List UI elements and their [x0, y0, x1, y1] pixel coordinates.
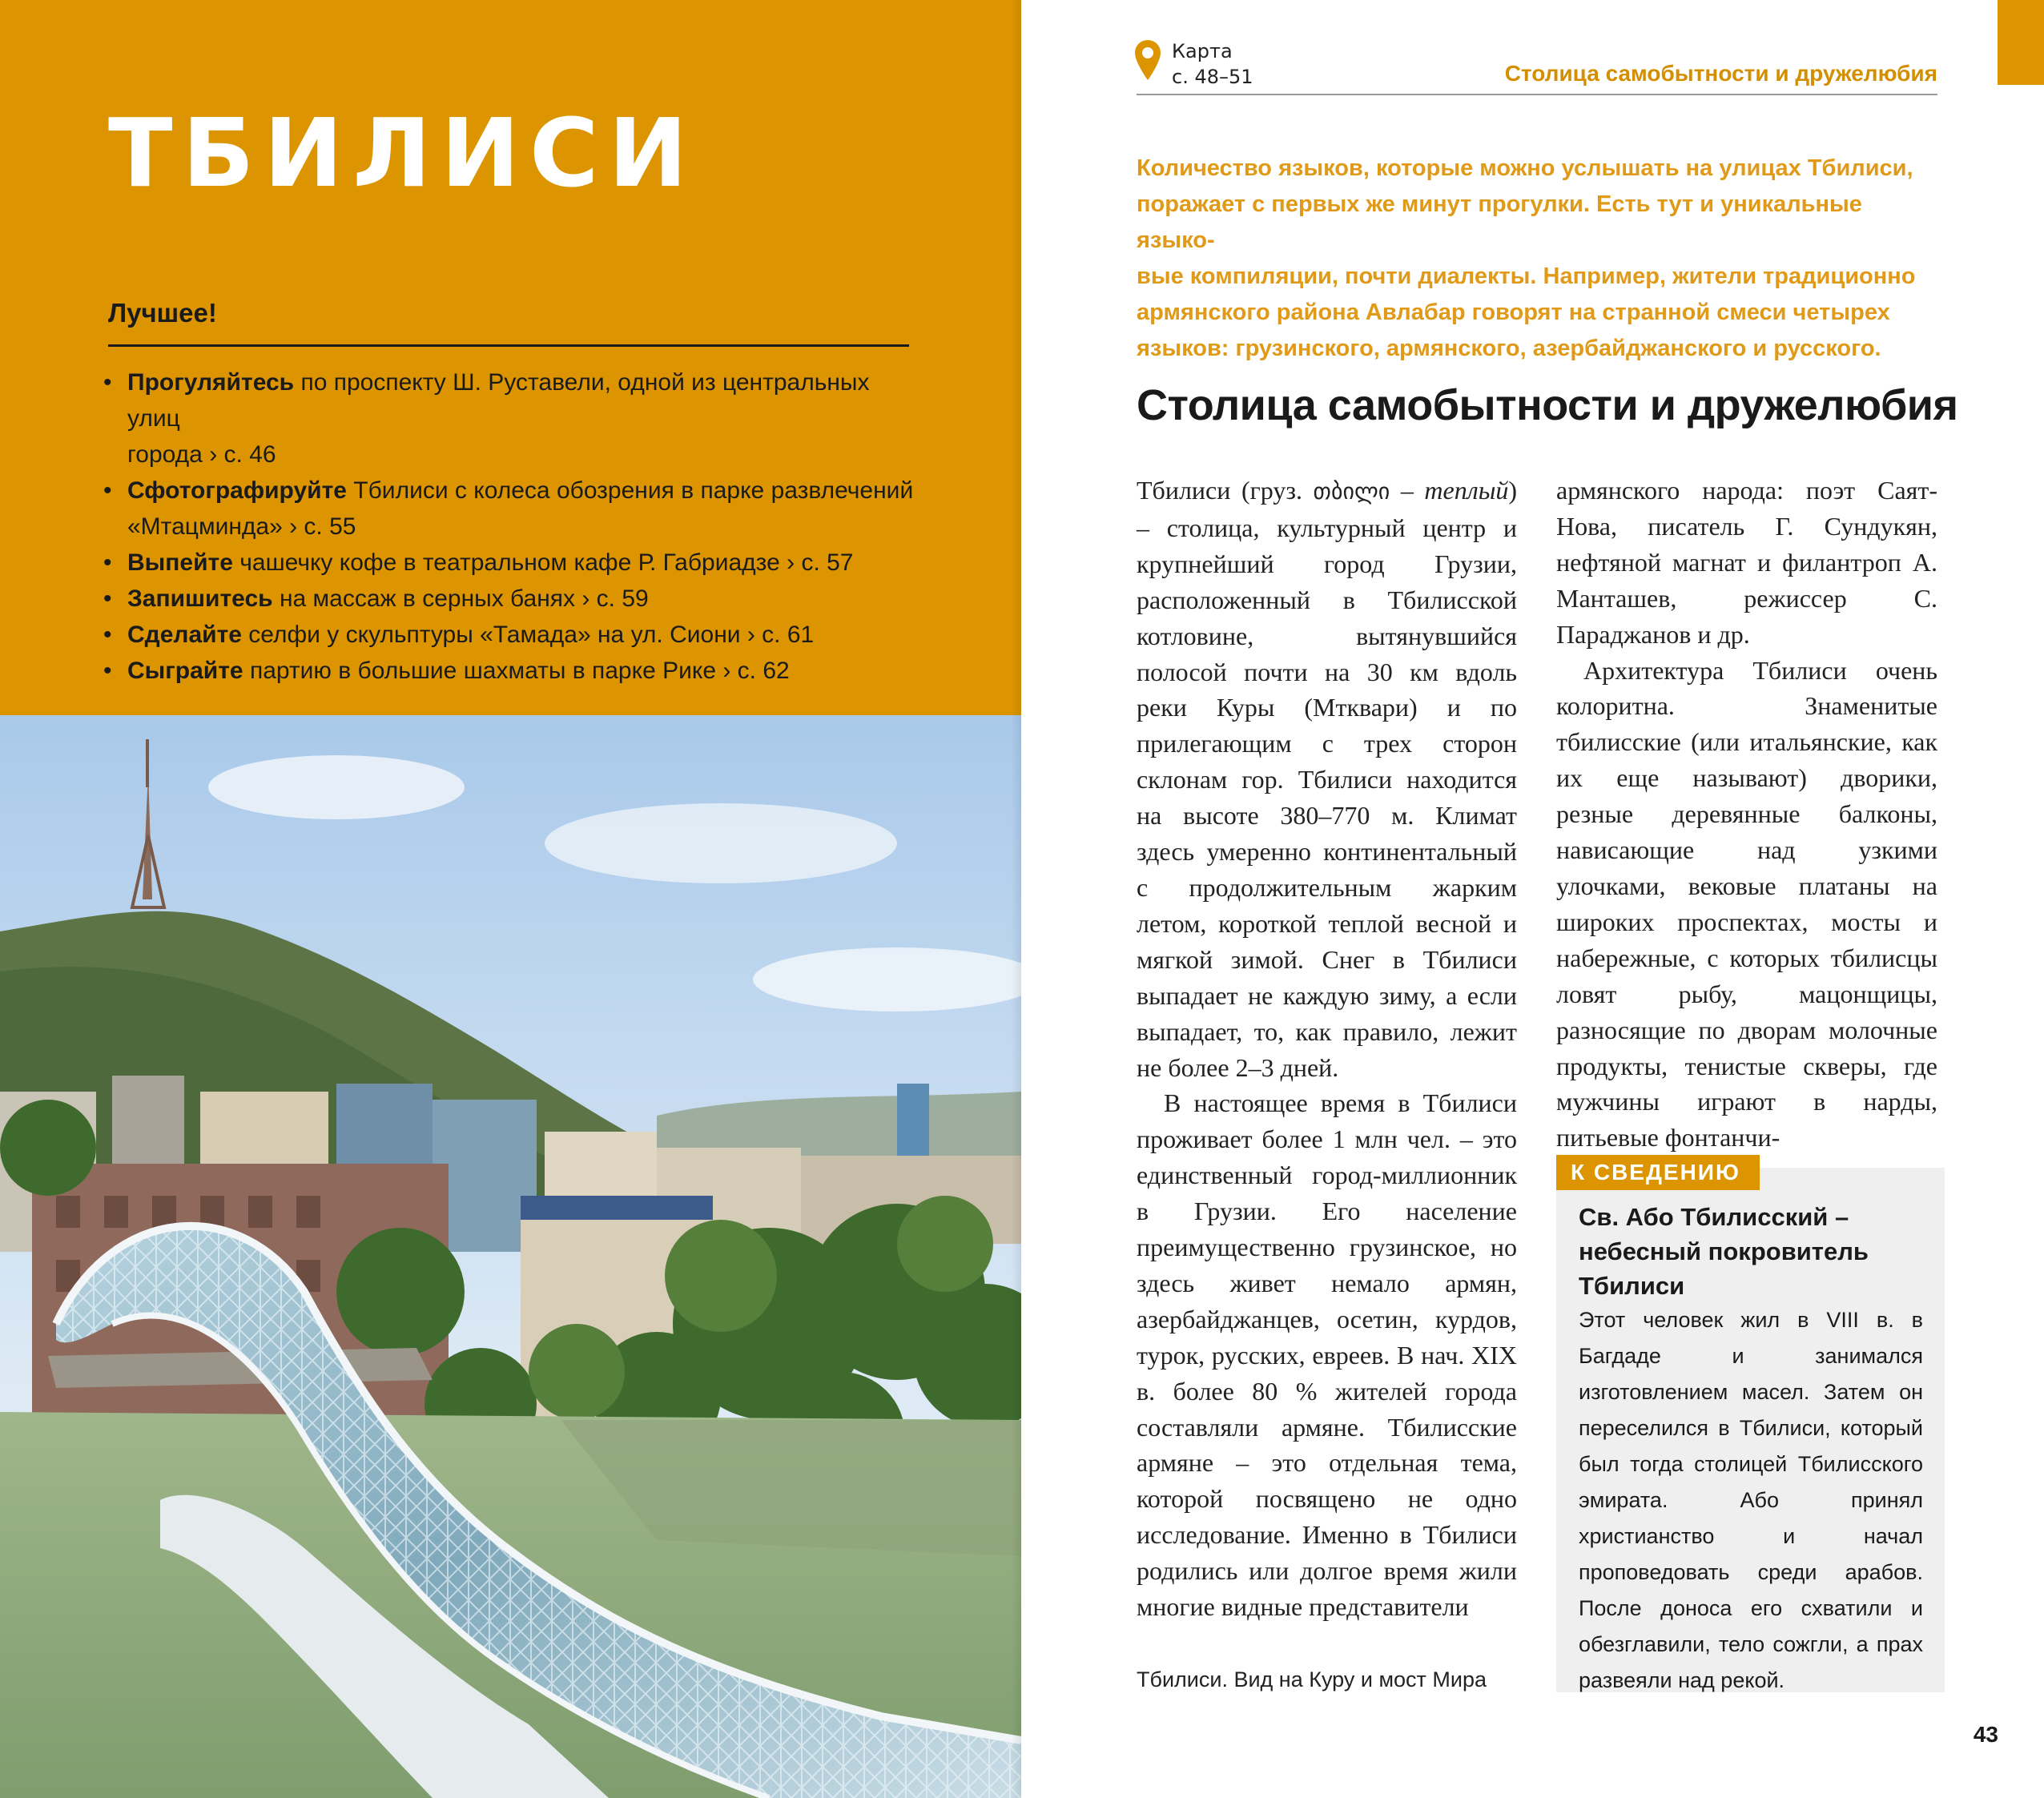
section-tab — [1998, 0, 2044, 85]
best-item-verb: Прогуляйтесь — [127, 369, 295, 396]
best-item — [100, 653, 925, 689]
best-item — [100, 617, 925, 653]
map-reference-text — [1172, 38, 1253, 90]
page-number: 43 — [1973, 1722, 1998, 1747]
best-item-text: на массаж в серных банях › с. 59 — [272, 585, 649, 612]
bullet: • — [103, 621, 112, 648]
best-item-text: партию в большие шахматы в парке Рике › с. 62 — [243, 658, 790, 684]
info-box — [1556, 1160, 1945, 1692]
best-item-text: города › с. 46 — [127, 441, 276, 468]
best-item-verb: Сфотографируйте — [127, 477, 347, 504]
text-column-2 — [1556, 473, 1937, 1156]
best-item — [100, 364, 925, 473]
lead-paragraph — [1137, 151, 1945, 367]
best-heading: Лучшее! — [108, 298, 217, 328]
text-run: ) – столица, культурный центр и крупнейший город Грузии, расположенный в Тбилисской котловине, вытянувшийся полосой почти на 30 км вдоль реки Куры (Мтквари) и по прилегающим с трех сторон склонам гор. Тбилиси находится на высоте 380–770 м. Климат здесь умеренно континентальный с продолжительным жарким летом, короткой теплой весной и мягкой зимой. Снег в Тбилиси выпадает не каждую зиму, а если выпадает, то, как правило, лежит не более 2–3 дней. — [1137, 476, 1518, 1082]
text-run: Тбилиси (груз. — [1137, 476, 1314, 505]
chapter-banner — [0, 0, 1021, 715]
lead-line: языков: грузинского, армянского, азербайджанского и русского. — [1137, 336, 1881, 361]
bullet: • — [103, 658, 112, 684]
header-divider — [1137, 94, 1937, 95]
info-box-body: Этот человек жил в VIII в. в Багдаде и занимался изготовлением масел. Затем он переселился в Тбилиси, который был тогда столицей Тбилисского эмирата. Або принял христианство и начал проповедовать среди арабов. После доноса его схватили и обезглавили, тело сожгли, а прах развеяли над рекой. — [1579, 1308, 1923, 1692]
best-list — [100, 364, 925, 689]
paragraph: армянского народа: поэт Саят-Нова, писатель Г. Сундукян, нефтяной магнат и филантроп А. Манташев, режиссер С. Параджанов и др. — [1556, 476, 1937, 649]
best-item-text: Тбилиси с колеса обозрения в парке развлечений — [346, 477, 914, 504]
italic-word: теплый — [1424, 476, 1509, 505]
best-divider — [108, 344, 909, 347]
paragraph: В настоящее время в Тбилиси проживает более 1 млн чел. – это единственный город-миллионник в Грузии. Его население преимущественно грузинское, но здесь живет немало армян, азербайджанцев, осетин, курдов, турок, русских, евреев. В нач. XIX в. более 80 % жителей города составляли армяне. Тбилисские армяне – это отдельная тема, которой посвящено не одно исследование. Именно в Тбилиси родились или долгое время жили многие видные представители — [1137, 1088, 1517, 1622]
best-item-verb: Выпейте — [127, 549, 233, 576]
photo-caption: Тбилиси. Вид на Куру и мост Мира — [1137, 1667, 1487, 1691]
lead-line: Количество языков, которые можно услышать на улицах Тбилиси, — [1137, 155, 1913, 181]
lead-line: вые компиляции, почти диалекты. Например, жители традиционно — [1137, 263, 1916, 289]
bullet: • — [103, 369, 112, 396]
text-column-1 — [1137, 473, 1517, 1625]
tbilisi-bridge-photo — [0, 715, 1021, 1798]
best-item-text: селфи у скульптуры «Тамада» на ул. Сиони › с. 61 — [241, 621, 815, 648]
info-box-title: Св. Або Тбилисский – небесный покровитель Тбилиси — [1579, 1203, 1869, 1300]
info-box-label: К СВЕДЕНИЮ — [1556, 1155, 1760, 1190]
best-item-text: чашечку кофе в театральном кафе Р. Габриадзе › с. 57 — [232, 549, 854, 576]
bullet: • — [103, 549, 112, 576]
map-reference — [1133, 38, 1253, 90]
paragraph: Архитектура Тбилиси очень колоритна. Знаменитые тбилисские (или итальянские, как их еще называют) дворики, резные деревянные балконы, нависающие над узкими улочками, вековые платаны на широких проспектах, мосты и набережные, с которых тбилисцы ловят рыбу, мацонщицы, разносящие по дворам молочные продукты, тенистые скверы, где мужчины играют в нарды, питьевые фонтанчи- — [1556, 655, 1937, 1152]
best-item-verb: Запишитесь — [127, 585, 273, 612]
chapter-title: ТБИЛИСИ — [108, 98, 698, 208]
text-run: – — [1390, 476, 1425, 505]
right-page — [1021, 0, 2044, 1798]
map-pages: с. 48–51 — [1172, 66, 1253, 88]
best-item-verb: Сыграйте — [127, 658, 243, 684]
bullet: • — [103, 477, 112, 504]
best-item — [100, 473, 925, 545]
lead-line: армянского района Авлабар говорят на странной смеси четырех — [1137, 300, 1890, 325]
bullet: • — [103, 585, 112, 612]
best-item — [100, 581, 925, 617]
running-head: Столица самобытности и дружелюбия — [1504, 61, 1937, 86]
left-page — [0, 0, 1021, 1798]
map-pin-icon — [1133, 38, 1162, 83]
article-title: Столица самобытности и дружелюбия — [1137, 381, 1958, 429]
best-item-text: по проспекту Ш. Руставели, одной из центральных улиц — [127, 369, 870, 432]
map-label: Карта — [1172, 40, 1233, 62]
best-item — [100, 545, 925, 581]
lead-line: поражает с первых же минут прогулки. Есть тут и уникальные языко- — [1137, 191, 1862, 253]
best-item-verb: Сделайте — [127, 621, 242, 648]
best-item-text: «Мтацминда» › с. 55 — [127, 513, 356, 540]
georgian-word: თბილი — [1313, 478, 1390, 505]
paragraph — [1137, 473, 1517, 1085]
